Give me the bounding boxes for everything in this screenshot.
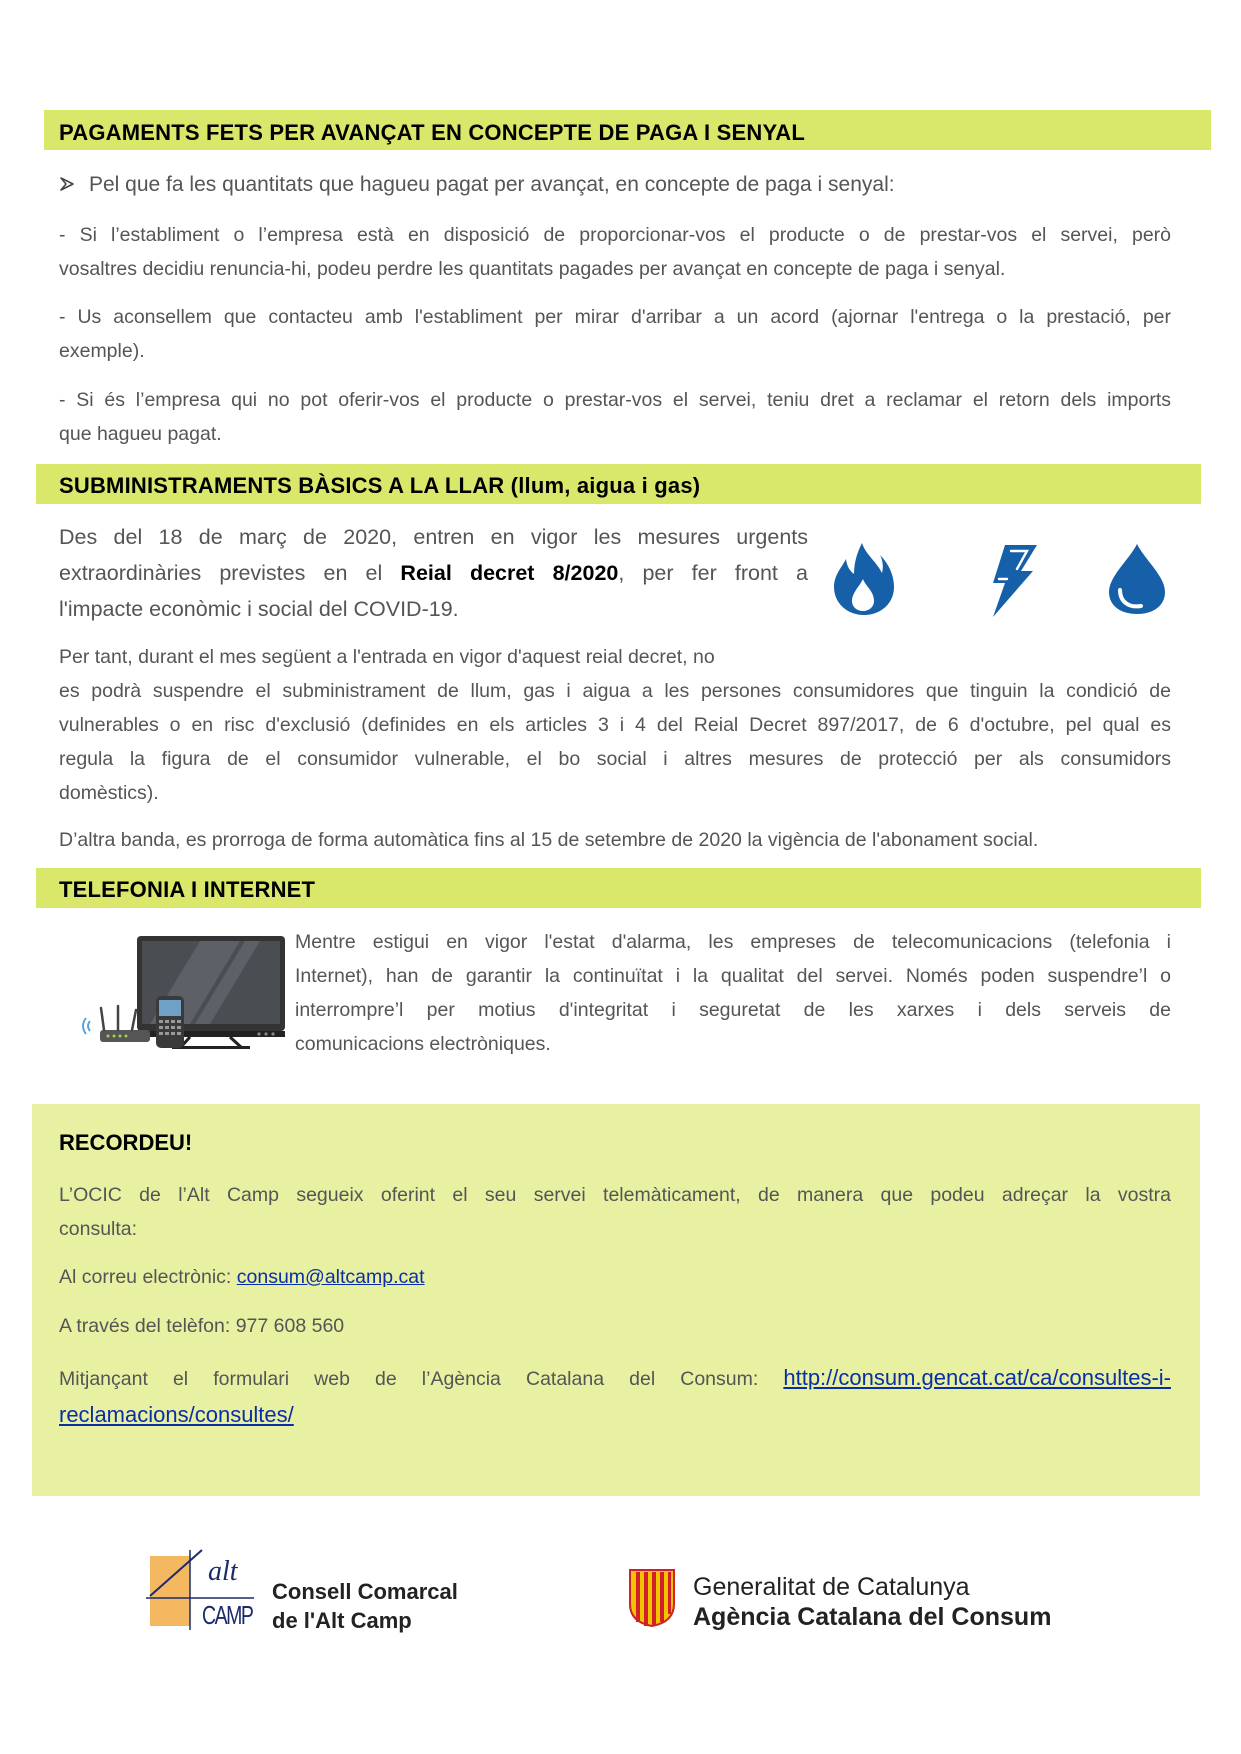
text-fragment: extraordinàries previstes en el xyxy=(59,561,383,585)
altcamp-logo-camp: CAMP xyxy=(202,1600,253,1630)
consell-line-2: de l'Alt Camp xyxy=(272,1608,412,1633)
text-line: domèstics). xyxy=(59,782,159,804)
section-title-subministraments: SUBMINISTRAMENTS BÀSICS A LA LLAR (llum, aigua i gas) xyxy=(59,473,701,498)
text-line: Per tant, durant el mes següent a l'entrada en vigor d'aquest reial decret, no xyxy=(59,646,715,668)
text-line: vosaltres decidiu renuncia-hi, podeu perdre les quantitats pagades per avançat en concepte de paga i senyal. xyxy=(59,258,1006,280)
text-line: interrompre’l per motius d'integritat i seguretat de les xarxes i dels serveis de xyxy=(295,999,1171,1021)
web-link[interactable]: http://consum.gencat.cat/ca/consultes-i- xyxy=(783,1365,1171,1390)
paragraph-acord xyxy=(59,300,1171,368)
text-fragment: , per fer front a xyxy=(618,561,808,585)
text-line: exemple). xyxy=(59,340,145,362)
tv-router-phone-illustration xyxy=(80,928,290,1053)
section-title-telefonia: TELEFONIA I INTERNET xyxy=(59,877,316,902)
water-drop-icon xyxy=(1107,542,1167,616)
paragraph-suspensio xyxy=(59,640,1171,810)
bullet-text: Pel que fa les quantitats que hagueu pagat per avançat, en concepte de paga i senyal: xyxy=(89,173,895,196)
generalitat-name xyxy=(693,1572,1051,1632)
section-title-pagaments: PAGAMENTS FETS PER AVANÇAT EN CONCEPTE DE PAGA I SENYAL xyxy=(59,120,806,145)
text-line: Des del 18 de març de 2020, entren en vigor les mesures urgents xyxy=(59,525,808,549)
web-form-paragraph xyxy=(59,1360,1171,1434)
text-line: L’OCIC de l’Alt Camp segueix oferint el seu servei telemàticament, de manera que podeu adreçar la vostra xyxy=(59,1184,1171,1206)
text-line: - Si és l’empresa qui no pot oferir-vos el producte o prestar-vos el servei, teniu dret a reclamar el retorn dels imports xyxy=(59,389,1171,411)
text-line: vulnerables o en risc d'exclusió (definides en els articles 3 i 4 del Reial Decret 897/2017, de 6 d'octubre, pel qual es xyxy=(59,714,1171,736)
text-line: consulta: xyxy=(59,1218,138,1240)
generalitat-line-2: Agència Catalana del Consum xyxy=(693,1603,1052,1631)
text-line: que hagueu pagat. xyxy=(59,423,222,445)
text-line: regula la figura de el consumidor vulnerable, el bo social i altres mesures de protecció per als consumidors xyxy=(59,748,1171,770)
recordeu-title: RECORDEU! xyxy=(59,1130,193,1155)
flame-icon xyxy=(832,541,896,617)
arrow-bullet-icon xyxy=(59,176,75,192)
text-line: Mentre estigui en vigor l'estat d'alarma, les empreses de telecomunicacions (telefonia i xyxy=(295,931,1171,953)
consell-line-1: Consell Comarcal xyxy=(272,1579,458,1604)
recordeu-box xyxy=(32,1104,1200,1496)
email-link[interactable]: consum@altcamp.cat xyxy=(236,1266,425,1288)
reial-decret-bold: Reial decret 8/2020 xyxy=(400,561,619,585)
email-line xyxy=(59,1260,425,1294)
text-line xyxy=(59,555,808,591)
paragraph-abonament-social: D’altra banda, es prorroga de forma automàtica fins al 15 de setembre de 2020 la vigència de l'abonament social. xyxy=(59,829,1039,851)
text-line: l'impacte econòmic i social del COVID-19. xyxy=(59,597,459,621)
paragraph-renuncia xyxy=(59,218,1171,286)
senyera-logo xyxy=(628,1568,676,1628)
altcamp-logo-alt: alt xyxy=(208,1556,238,1587)
text-line: - Si l’establiment o l’empresa està en disposició de proporcionar-vos el producte o de prestar-vos el servei, però xyxy=(59,224,1171,246)
altcamp-logo xyxy=(146,1546,268,1632)
web-label: Mitjançant el formulari web de l’Agència Catalana del Consum: xyxy=(59,1368,784,1390)
recordeu-intro xyxy=(59,1178,1171,1246)
text-line xyxy=(59,1397,1171,1434)
paragraph-retorn xyxy=(59,383,1171,451)
consell-comarcal-name xyxy=(272,1577,458,1635)
text-line: Internet), han de garantir la continuïtat i la qualitat del servei. Només poden suspendre’l o xyxy=(295,965,1171,987)
lightning-icon xyxy=(987,543,1039,619)
phone-line: A través del telèfon: 977 608 560 xyxy=(59,1315,345,1337)
generalitat-line-1: Generalitat de Catalunya xyxy=(693,1573,970,1601)
email-label: Al correu electrònic: xyxy=(59,1266,237,1288)
text-line: es podrà suspendre el subministrament de llum, gas i aigua a les persones consumidores que tinguin la condició de xyxy=(59,680,1171,702)
text-line xyxy=(59,1360,1171,1397)
text-line: - Us aconsellem que contacteu amb l'establiment per mirar d'arribar a un acord (ajornar l'entrega o la prestació, per xyxy=(59,306,1171,328)
paragraph-telefonia xyxy=(295,925,1171,1061)
paragraph-reial-decret xyxy=(59,519,808,627)
text-line: comunicacions electròniques. xyxy=(295,1033,551,1055)
web-link-continuation[interactable]: reclamacions/consultes/ xyxy=(59,1402,294,1427)
